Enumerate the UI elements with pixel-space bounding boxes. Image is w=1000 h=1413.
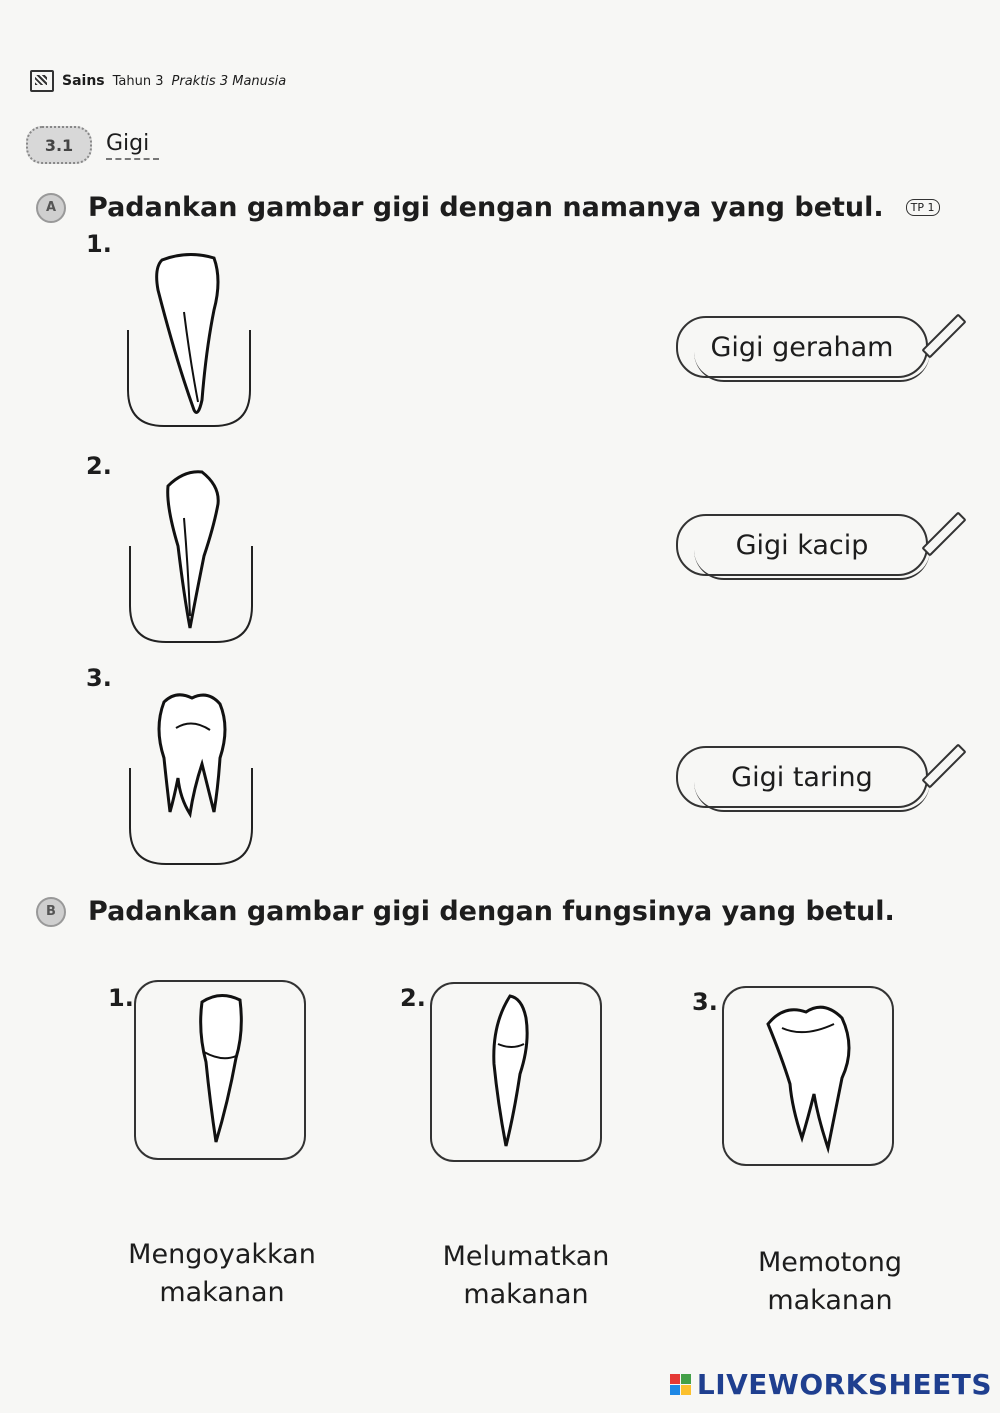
label-gigi-geraham[interactable]	[676, 316, 928, 378]
pencil-icon	[921, 511, 966, 556]
section-b-item-2-box[interactable]	[430, 982, 602, 1162]
footer-brand-text: LIVEWORKSHEETS	[696, 1368, 992, 1401]
section-a-item-2-number: 2.	[86, 452, 112, 480]
liveworksheets-logo-icon	[670, 1374, 691, 1395]
label-gigi-taring-text: Gigi taring	[731, 761, 873, 793]
molar-tooth-icon	[120, 688, 260, 868]
practice-label: Praktis 3 Manusia	[171, 73, 287, 89]
molar-tooth-icon	[724, 988, 892, 1164]
pencil-icon	[921, 313, 966, 358]
year-label: Tahun 3	[112, 73, 164, 89]
section-b-item-1-box[interactable]	[134, 980, 306, 1160]
function-mengoyakkan[interactable]	[112, 1236, 332, 1312]
function-line: makanan	[767, 1284, 893, 1316]
canine-tooth-icon	[432, 984, 600, 1160]
section-b-item-1-number: 1.	[108, 984, 134, 1012]
incisor-tooth-icon	[120, 466, 260, 646]
section-a-badge: A	[36, 193, 66, 223]
function-line: Mengoyakkan	[128, 1239, 316, 1270]
section-b-instruction	[36, 896, 895, 927]
label-gigi-kacip-text: Gigi kacip	[735, 529, 869, 561]
label-gigi-kacip[interactable]	[676, 514, 928, 576]
section-b-item-3-number: 3.	[692, 988, 718, 1016]
pencil-icon	[921, 743, 966, 788]
section-b-text: Padankan gambar gigi dengan fungsinya yang betul.	[88, 896, 895, 927]
incisor-tooth-icon	[136, 982, 304, 1158]
subject-label: Sains	[62, 73, 105, 89]
tp-badge: TP 1	[906, 199, 940, 216]
topic-number: 3.1	[26, 126, 92, 164]
section-a-item-3-number: 3.	[86, 664, 112, 692]
label-gigi-geraham-text: Gigi geraham	[710, 331, 894, 363]
function-line: makanan	[159, 1276, 285, 1308]
section-b-item-2-number: 2.	[400, 984, 426, 1012]
function-line: Memotong	[757, 1247, 903, 1278]
footer-brand	[670, 1368, 992, 1401]
topic-heading	[26, 126, 159, 164]
section-b-item-3-box[interactable]	[722, 986, 894, 1166]
function-line: Melumatkan	[442, 1241, 610, 1272]
page-header	[30, 70, 286, 92]
section-a-item-1-number: 1.	[86, 230, 112, 258]
section-a-instruction	[36, 192, 940, 223]
topic-name: Gigi	[106, 131, 159, 160]
function-memotong[interactable]	[720, 1244, 940, 1320]
function-melumatkan[interactable]	[416, 1238, 636, 1314]
section-b-badge: B	[36, 897, 66, 927]
function-line: makanan	[463, 1278, 589, 1310]
section-a-text: Padankan gambar gigi dengan namanya yang betul.	[88, 192, 884, 223]
canine-tooth-icon	[118, 250, 258, 430]
label-gigi-taring[interactable]	[676, 746, 928, 808]
publisher-logo-icon	[30, 70, 54, 92]
